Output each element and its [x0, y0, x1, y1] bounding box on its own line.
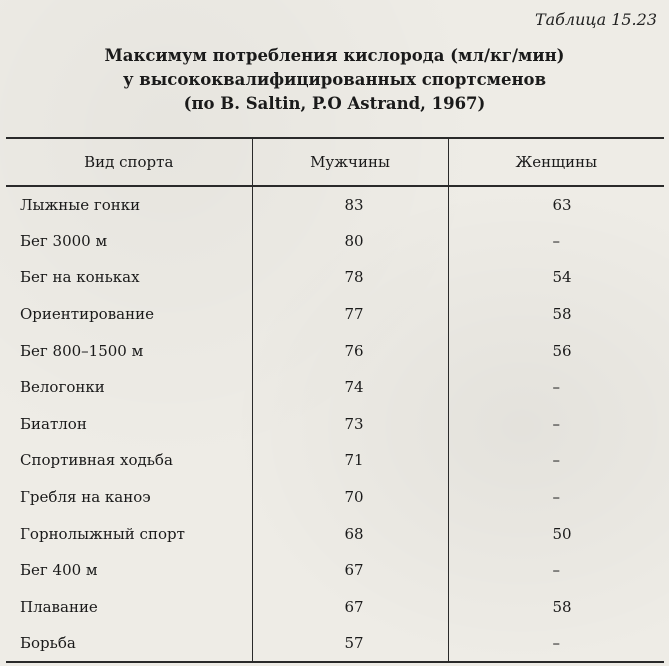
caption-line-3: (по B. Saltin, P.O Astrand, 1967)	[183, 94, 486, 113]
cell-women: 63	[448, 186, 664, 223]
cell-women: –	[448, 442, 664, 479]
header-women: Женщины	[448, 138, 664, 186]
cell-sport: Бег 400 м	[6, 552, 252, 589]
cell-men: 71	[252, 442, 448, 479]
cell-men: 78	[252, 259, 448, 296]
header-sport: Вид спорта	[6, 138, 252, 186]
cell-sport: Лыжные гонки	[6, 186, 252, 223]
table-row	[6, 479, 664, 516]
header-men: Мужчины	[252, 138, 448, 186]
cell-sport: Борьба	[6, 625, 252, 662]
vo2max-table	[6, 137, 664, 663]
cell-sport: Спортивная ходьба	[6, 442, 252, 479]
table-row	[6, 589, 664, 626]
cell-men: 74	[252, 369, 448, 406]
table-row	[6, 186, 664, 223]
cell-women: 50	[448, 515, 664, 552]
cell-women: 56	[448, 332, 664, 369]
table-number: Таблица 15.23	[534, 10, 657, 29]
cell-women: –	[448, 406, 664, 443]
table-row	[6, 515, 664, 552]
cell-sport: Гребля на каноэ	[6, 479, 252, 516]
cell-men: 76	[252, 332, 448, 369]
cell-sport: Горнолыжный спорт	[6, 515, 252, 552]
cell-sport: Велогонки	[6, 369, 252, 406]
table-row	[6, 625, 664, 662]
table-row	[6, 259, 664, 296]
cell-men: 70	[252, 479, 448, 516]
table-caption	[0, 44, 669, 116]
cell-men: 67	[252, 589, 448, 626]
cell-women: –	[448, 552, 664, 589]
cell-sport: Бег 800–1500 м	[6, 332, 252, 369]
cell-women: 54	[448, 259, 664, 296]
cell-sport: Бег на коньках	[6, 259, 252, 296]
table-row	[6, 223, 664, 260]
cell-women: –	[448, 625, 664, 662]
cell-men: 68	[252, 515, 448, 552]
caption-line-1: Максимум потребления кислорода (мл/кг/мин)	[104, 46, 565, 65]
table-row	[6, 332, 664, 369]
table-header-row	[6, 138, 664, 186]
cell-women: 58	[448, 589, 664, 626]
cell-sport: Плавание	[6, 589, 252, 626]
cell-men: 57	[252, 625, 448, 662]
table-row	[6, 406, 664, 443]
cell-women: –	[448, 479, 664, 516]
table-row	[6, 442, 664, 479]
cell-women: –	[448, 369, 664, 406]
table-row	[6, 369, 664, 406]
table-row	[6, 552, 664, 589]
cell-men: 73	[252, 406, 448, 443]
cell-sport: Ориентирование	[6, 296, 252, 333]
cell-men: 80	[252, 223, 448, 260]
table-row	[6, 296, 664, 333]
cell-sport: Биатлон	[6, 406, 252, 443]
cell-women: –	[448, 223, 664, 260]
cell-women: 58	[448, 296, 664, 333]
cell-sport: Бег 3000 м	[6, 223, 252, 260]
caption-line-2: у высококвалифицированных спортсменов	[122, 70, 547, 89]
cell-men: 83	[252, 186, 448, 223]
cell-men: 77	[252, 296, 448, 333]
cell-men: 67	[252, 552, 448, 589]
